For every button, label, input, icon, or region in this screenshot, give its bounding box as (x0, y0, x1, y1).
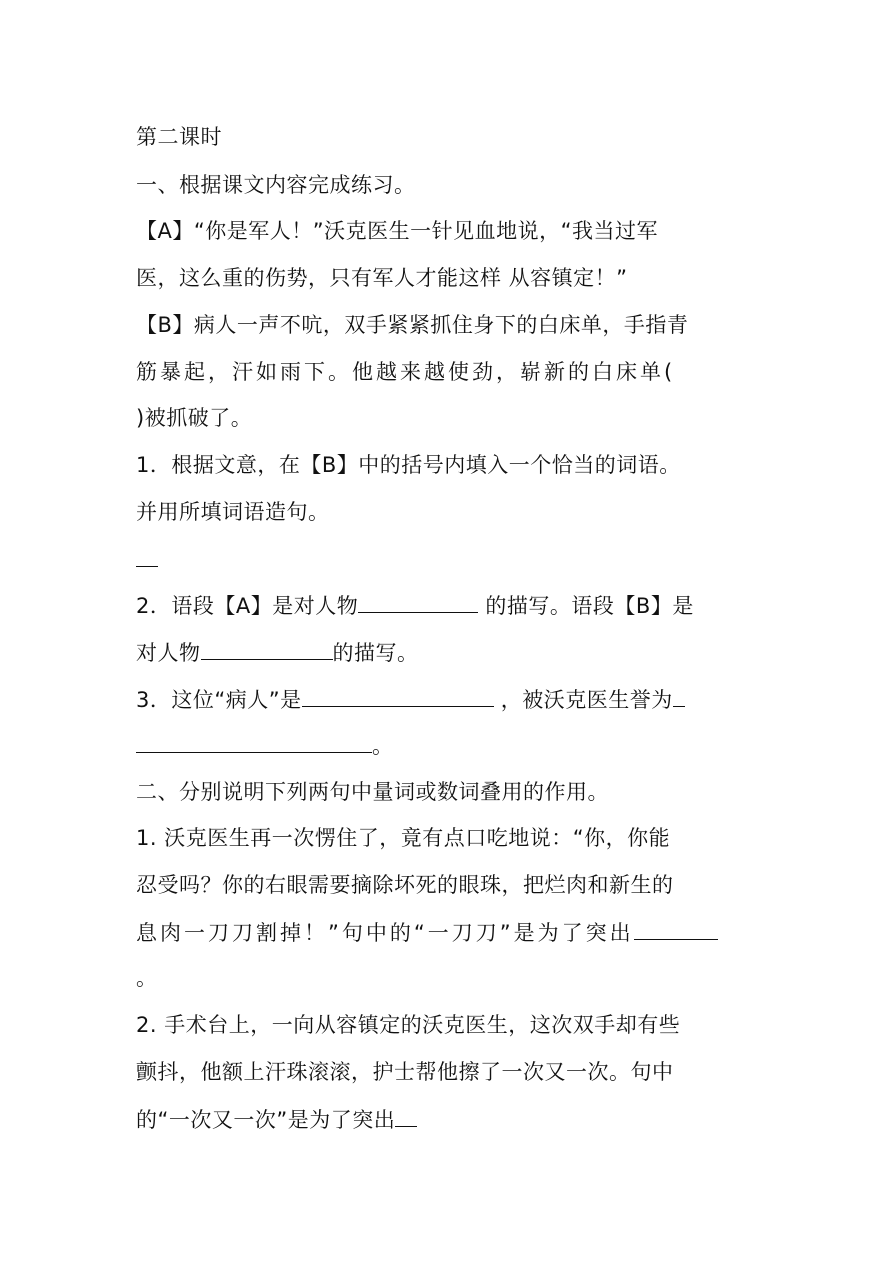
section2-heading: 二、分别说明下列两句中量词或数词叠用的作用。 (136, 780, 609, 804)
sentence-2-line2: 颤抖，他额上汗珠滚滚，护士帮他擦了一次又一次。句中 (136, 1060, 674, 1084)
sentence-1-line1: 1. 沃克医生再一次愣住了，竟有点口吃地说：“你，你能 (136, 826, 671, 850)
question-3-end: 。 (372, 734, 394, 758)
passage-b-line2: 筋暴起，汗如雨下。他越来越使劲，崭新的白床单( (136, 360, 676, 384)
sentence-1-text: 息肉一刀刀割掉！”句中的“一刀刀”是为了突出 (136, 921, 634, 945)
question-2-text-d: 的描写。 (332, 641, 419, 665)
question-3-text-a: 3．这位“病人”是 (136, 688, 302, 712)
question-3-line2 (136, 730, 394, 761)
answer-blank[interactable] (302, 684, 494, 707)
answer-blank[interactable] (634, 917, 718, 940)
passage-a-line2: 医，这么重的伤势，只有军人才能这样 从容镇定！” (136, 266, 628, 290)
question-1-line1: 1．根据文意，在【B】中的括号内填入一个恰当的词语。 (136, 453, 681, 477)
sentence-1-line2: 忍受吗？你的右眼需要摘除坏死的眼珠，把烂肉和新生的 (136, 873, 674, 897)
answer-blank[interactable] (136, 544, 158, 567)
answer-blank[interactable] (395, 1104, 417, 1127)
passage-b-line1: 【B】病人一声不吭，双手紧紧抓住身下的白床单，手指青 (136, 313, 689, 337)
question-3-text-b: ，被沃克医生誉为 (493, 688, 673, 712)
question-2-line1 (136, 590, 694, 621)
answer-blank[interactable] (358, 590, 478, 613)
passage-a-line1: 【A】“你是军人！”沃克医生一针见血地说，“我当过军 (136, 219, 659, 243)
answer-blank[interactable] (673, 684, 685, 707)
question-1-answer-line[interactable] (136, 544, 158, 575)
question-3-line1 (136, 684, 685, 715)
question-2-line2 (136, 637, 419, 668)
sentence-1-end: 。 (136, 966, 158, 990)
sentence-2-line1: 2. 手术台上，一向从容镇定的沃克医生，这次双手却有些 (136, 1013, 681, 1037)
answer-blank[interactable] (201, 637, 333, 660)
section1-heading: 一、根据课文内容完成练习。 (136, 173, 416, 197)
question-2-text-c: 对人物 (136, 641, 201, 665)
sentence-2-text: 的“一次又一次”是为了突出 (136, 1108, 396, 1132)
lesson-title: 第二课时 (136, 125, 222, 149)
answer-blank[interactable] (136, 730, 372, 753)
sentence-2-line3 (136, 1104, 417, 1135)
question-1-line2: 并用所填词语造句。 (136, 500, 330, 524)
question-2-text-b: 的描写。语段【B】是 (478, 594, 694, 618)
passage-b-line3: )被抓破了。 (136, 406, 253, 430)
sentence-1-line3 (136, 917, 718, 948)
question-2-text-a: 2．语段【A】是对人物 (136, 594, 359, 618)
